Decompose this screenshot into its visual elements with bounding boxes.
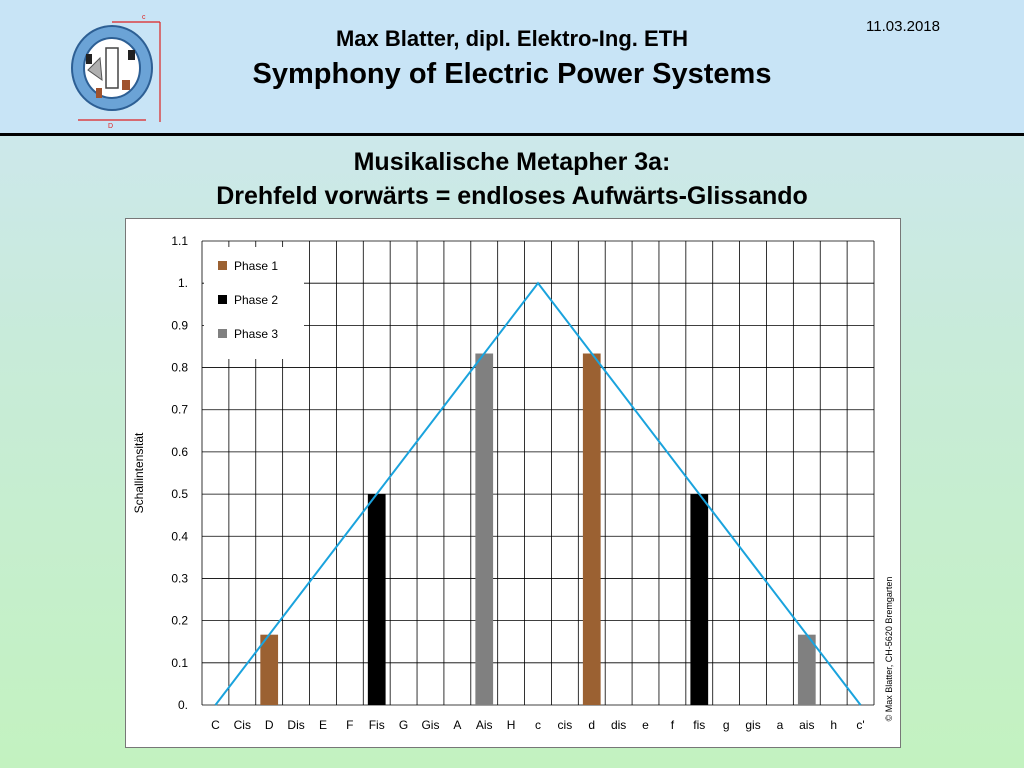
x-tick-label: fis [693,718,706,732]
y-tick-label: 0.6 [171,444,188,459]
bar-chart [126,219,902,749]
legend-swatch [218,329,227,338]
x-tick-label: H [506,718,516,732]
y-tick-label: 0.8 [171,360,188,375]
bar-phase-3 [475,353,493,705]
x-tick-label: gis [745,718,761,732]
x-tick-label: dis [610,718,627,732]
legend-label: Phase 1 [234,259,279,273]
x-tick-label: h [830,718,838,732]
y-tick-label: 0.7 [171,402,188,417]
y-axis-label: Schallintensität [132,432,146,514]
x-tick-label: G [398,718,409,732]
y-tick-label: 1. [177,276,188,291]
y-tick-label: 0.3 [171,571,188,586]
presentation-subtitle: Symphony of Electric Power Systems [252,58,772,90]
x-tick-label: C [211,718,220,732]
y-tick-label: 1.1 [171,234,188,248]
y-tick-label: 0.1 [171,655,188,670]
x-tick-label: g [722,718,730,732]
bar-phase-2 [368,494,386,705]
x-tick-label: f [670,718,675,732]
bar-phase-3 [798,635,816,705]
x-tick-label: c [535,718,541,732]
author-name: Max Blatter, dipl. Elektro-Ing. ETH [335,26,689,51]
y-tick-label: 0.4 [171,529,188,544]
legend-label: Phase 3 [234,327,279,341]
legend-swatch [218,261,227,270]
slide-title-line1: Musikalische Metapher 3a: [353,148,671,176]
svg-text:c: c [142,14,146,21]
legend-label: Phase 2 [234,293,279,307]
x-tick-label: d [588,718,596,732]
x-tick-label: Fis [368,718,385,732]
chart-panel [125,218,901,748]
bar-phase-1 [260,635,278,705]
slide-title [0,145,1024,213]
x-tick-label: Cis [233,718,251,732]
x-tick-label: A [453,718,462,732]
x-tick-label: a [776,718,784,732]
x-tick-label: Gis [421,718,440,732]
x-tick-label: F [346,718,354,732]
bar-phase-1 [583,353,601,705]
x-tick-label: ais [799,718,815,732]
x-tick-label: e [642,718,649,732]
bar-phase-2 [690,494,708,705]
y-tick-label: 0. [177,698,188,712]
copyright-note: © Max Blatter, CH-5620 Bremgarten [884,576,894,722]
x-tick-label: c' [856,718,865,732]
y-tick-label: 0.9 [171,318,188,333]
x-tick-label: E [318,718,327,732]
x-tick-label: Dis [287,718,305,732]
y-tick-label: 0.2 [171,613,188,628]
y-tick-label: 0.5 [171,487,188,502]
svg-text:D: D [108,123,114,128]
slide-header [0,0,1024,136]
slide-title-line2: Drehfeld vorwärts = endloses Aufwärts-Glissando [216,182,808,210]
x-tick-label: D [264,718,274,732]
date-label: 11.03.2018 [866,18,940,35]
legend-swatch [218,295,227,304]
x-tick-label: Ais [475,718,493,732]
x-tick-label: cis [557,718,573,732]
